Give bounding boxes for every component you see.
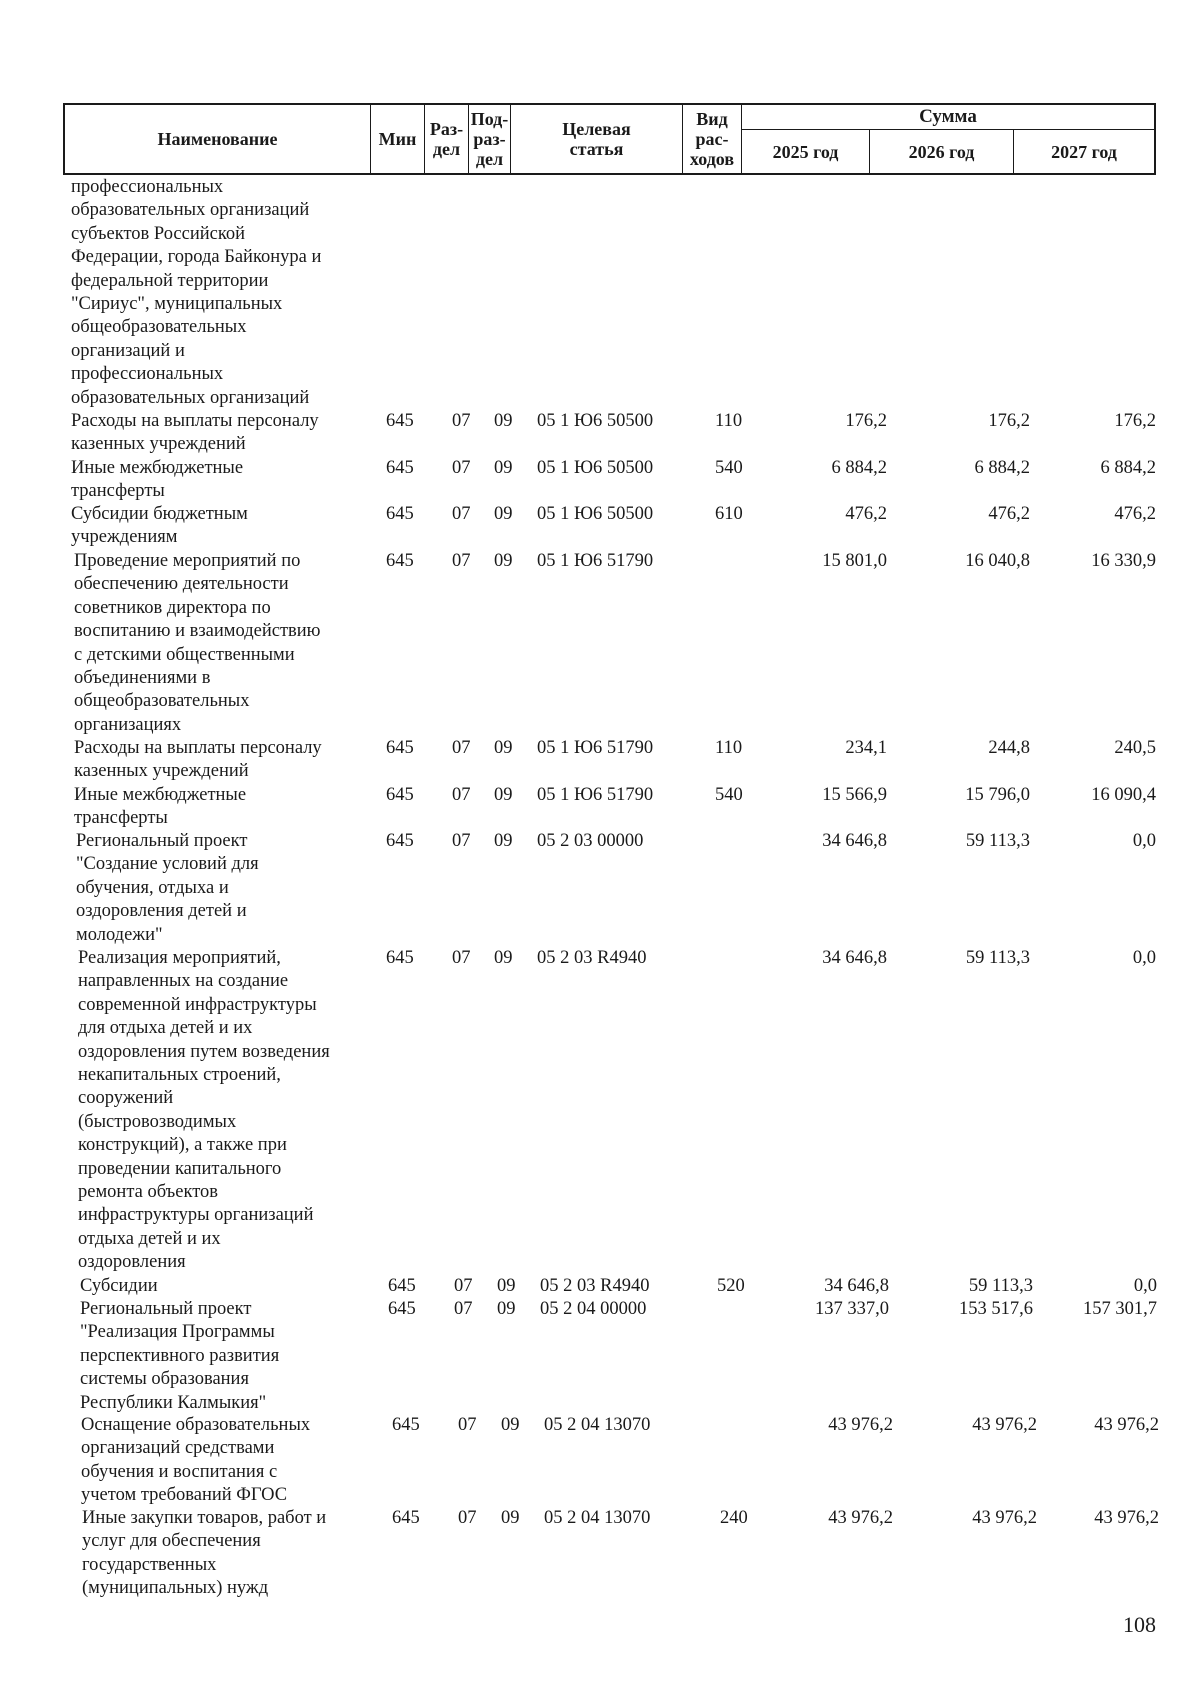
header-vid-rashodov: Вид рас- ходов <box>683 105 742 173</box>
row-min: 645 <box>386 504 414 524</box>
row-value-2026: 244,8 <box>988 738 1030 758</box>
row-celevaya-statya: 05 1 Ю6 51790 <box>537 551 654 571</box>
row-value-2025: 43 976,2 <box>828 1415 893 1435</box>
row-name: Иные межбюджетные трансферты <box>71 458 244 502</box>
header-year-2025: 2025 год <box>742 130 870 175</box>
row-celevaya-statya: 05 2 04 13070 <box>544 1415 651 1435</box>
row-razdel: 07 <box>452 785 471 805</box>
row-value-2026: 153 517,6 <box>959 1299 1033 1319</box>
row-podrazdel: 09 <box>494 458 513 478</box>
header-name: Наименование <box>65 105 371 173</box>
row-name: Субсидии бюджетным учреждениям <box>71 504 248 548</box>
row-podrazdel: 09 <box>494 785 513 805</box>
row-value-2026: 15 796,0 <box>965 785 1030 805</box>
row-value-2027: 157 301,7 <box>1083 1299 1157 1319</box>
row-value-2027: 16 330,9 <box>1091 551 1156 571</box>
row-vid-rashodov: 520 <box>717 1276 745 1296</box>
row-celevaya-statya: 05 2 03 R4940 <box>537 948 647 968</box>
row-celevaya-statya: 05 2 04 00000 <box>540 1299 647 1319</box>
row-razdel: 07 <box>454 1276 473 1296</box>
row-podrazdel: 09 <box>494 948 513 968</box>
row-celevaya-statya: 05 2 04 13070 <box>544 1508 651 1528</box>
row-celevaya-statya: 05 1 Ю6 50500 <box>537 504 654 524</box>
row-podrazdel: 09 <box>497 1299 516 1319</box>
row-value-2026: 16 040,8 <box>965 551 1030 571</box>
row-min: 645 <box>392 1508 420 1528</box>
row-name: Иные межбюджетные трансферты <box>74 785 247 829</box>
row-vid-rashodov: 110 <box>715 411 743 431</box>
row-value-2027: 240,5 <box>1114 738 1156 758</box>
row-min: 645 <box>388 1276 416 1296</box>
row-razdel: 07 <box>458 1508 477 1528</box>
row-name: Субсидии <box>80 1276 158 1296</box>
row-value-2027: 6 884,2 <box>1100 458 1156 478</box>
row-podrazdel: 09 <box>501 1508 520 1528</box>
row-value-2025: 176,2 <box>845 411 887 431</box>
row-min: 645 <box>388 1299 416 1319</box>
header-celevaya-statya: Целевая статья <box>511 105 683 173</box>
row-value-2027: 16 090,4 <box>1091 785 1156 805</box>
row-celevaya-statya: 05 1 Ю6 50500 <box>537 458 654 478</box>
row-min: 645 <box>386 831 414 851</box>
row-name: Расходы на выплаты персоналу казенных учреждений <box>71 411 319 455</box>
row-name: Расходы на выплаты персоналу казенных учреждений <box>74 738 322 782</box>
row-podrazdel: 09 <box>494 738 513 758</box>
row-value-2026: 6 884,2 <box>974 458 1030 478</box>
row-value-2027: 43 976,2 <box>1094 1508 1159 1528</box>
row-value-2026: 476,2 <box>988 504 1030 524</box>
row-min: 645 <box>392 1415 420 1435</box>
row-name: Оснащение образовательных организаций средствами обучения и воспитания с учетом требований ФГОС <box>81 1415 311 1506</box>
row-vid-rashodov: 240 <box>720 1508 748 1528</box>
row-vid-rashodov: 110 <box>715 738 743 758</box>
row-value-2027: 0,0 <box>1132 948 1156 968</box>
header-year-2027: 2027 год <box>1051 142 1117 162</box>
row-value-2027: 476,2 <box>1114 504 1156 524</box>
row-name: профессиональных образовательных организаций субъектов Российской Федерации, города Байконура и федеральной территории "Сириус", муниципальных общеобразовательных организаций и профессиональных образовательных организаций <box>71 177 322 408</box>
header-year-2026: 2026 год <box>870 130 1014 175</box>
row-value-2027: 43 976,2 <box>1094 1415 1159 1435</box>
row-celevaya-statya: 05 1 Ю6 51790 <box>537 785 654 805</box>
row-value-2026: 176,2 <box>988 411 1030 431</box>
row-value-2027: 0,0 <box>1133 1276 1157 1296</box>
row-min: 645 <box>386 785 414 805</box>
table-header <box>63 103 1156 175</box>
row-value-2025: 137 337,0 <box>815 1299 889 1319</box>
row-razdel: 07 <box>454 1299 473 1319</box>
row-min: 645 <box>386 948 414 968</box>
row-value-2025: 476,2 <box>845 504 887 524</box>
row-vid-rashodov: 610 <box>715 504 743 524</box>
row-value-2025: 34 646,8 <box>824 1276 889 1296</box>
row-value-2026: 59 113,3 <box>965 948 1030 968</box>
header-podrazdel: Под- раз- дел <box>469 105 511 173</box>
row-razdel: 07 <box>458 1415 477 1435</box>
row-value-2027: 0,0 <box>1132 831 1156 851</box>
row-value-2025: 6 884,2 <box>831 458 887 478</box>
row-value-2025: 15 801,0 <box>822 551 887 571</box>
row-value-2026: 59 113,3 <box>968 1276 1033 1296</box>
row-razdel: 07 <box>452 831 471 851</box>
row-podrazdel: 09 <box>494 504 513 524</box>
row-value-2025: 34 646,8 <box>822 831 887 851</box>
row-name: Региональный проект "Создание условий для обучения, отдыха и оздоровления детей и молодежи" <box>76 831 259 945</box>
header-razdel: Раз- дел <box>425 105 469 173</box>
row-razdel: 07 <box>452 504 471 524</box>
row-name: Региональный проект "Реализация Программы перспективного развития системы образования Республики Калмыкия" <box>80 1299 280 1413</box>
row-podrazdel: 09 <box>501 1415 520 1435</box>
row-podrazdel: 09 <box>494 411 513 431</box>
row-podrazdel: 09 <box>494 831 513 851</box>
row-value-2025: 43 976,2 <box>828 1508 893 1528</box>
row-vid-rashodov: 540 <box>715 458 743 478</box>
row-podrazdel: 09 <box>494 551 513 571</box>
row-name: Реализация мероприятий, направленных на создание современной инфраструктуры для отдыха детей и их оздоровления путем возведения некапитальных строений, сооружений (быстровозводимых конструкций), а также при проведении капитального ремонта объектов инфраструктуры организаций отдыха детей и их оздоровления <box>78 948 330 1273</box>
row-celevaya-statya: 05 1 Ю6 51790 <box>537 738 654 758</box>
page-number: 108 <box>1123 1612 1156 1637</box>
row-razdel: 07 <box>452 551 471 571</box>
row-celevaya-statya: 05 1 Ю6 50500 <box>537 411 654 431</box>
row-value-2025: 15 566,9 <box>822 785 887 805</box>
row-value-2027: 176,2 <box>1114 411 1156 431</box>
row-celevaya-statya: 05 2 03 R4940 <box>540 1276 650 1296</box>
row-value-2025: 234,1 <box>845 738 887 758</box>
row-razdel: 07 <box>452 458 471 478</box>
row-vid-rashodov: 540 <box>715 785 743 805</box>
row-value-2026: 43 976,2 <box>972 1415 1037 1435</box>
row-razdel: 07 <box>452 948 471 968</box>
row-celevaya-statya: 05 2 03 00000 <box>537 831 644 851</box>
header-summa: Сумма <box>742 105 1154 130</box>
row-min: 645 <box>386 458 414 478</box>
row-value-2026: 43 976,2 <box>972 1508 1037 1528</box>
row-razdel: 07 <box>452 411 471 431</box>
row-value-2026: 59 113,3 <box>965 831 1030 851</box>
row-podrazdel: 09 <box>497 1276 516 1296</box>
row-name: Проведение мероприятий по обеспечению деятельности советников директора по воспитанию и взаимодействию с детскими общественными объединениями в общеобразовательных организациях <box>74 551 321 735</box>
header-min: Мин <box>371 105 425 173</box>
row-razdel: 07 <box>452 738 471 758</box>
row-min: 645 <box>386 411 414 431</box>
row-min: 645 <box>386 551 414 571</box>
row-value-2025: 34 646,8 <box>822 948 887 968</box>
row-name: Иные закупки товаров, работ и услуг для обеспечения государственных (муниципальных) нужд <box>82 1508 327 1599</box>
row-min: 645 <box>386 738 414 758</box>
